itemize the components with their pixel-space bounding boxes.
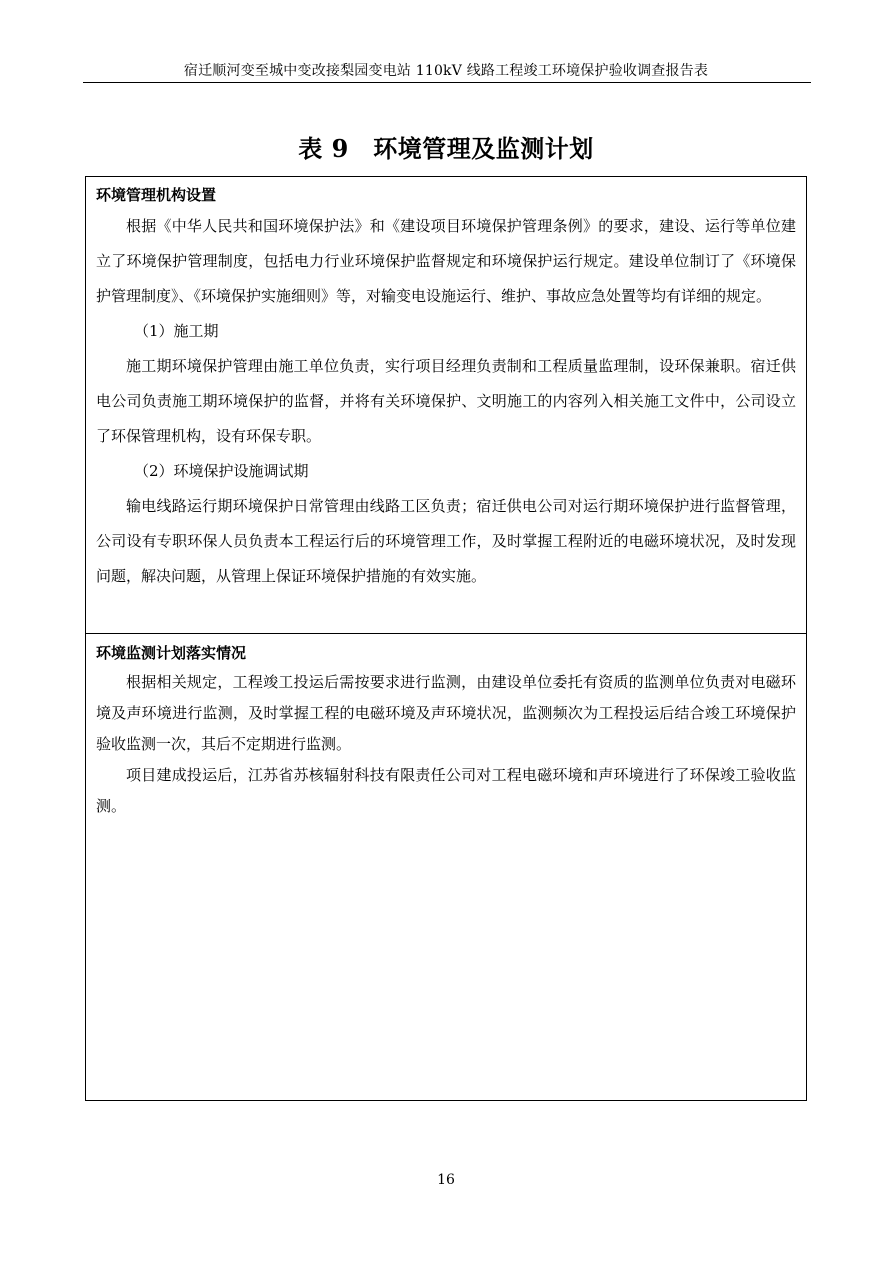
paragraph-commissioning-period: 输电线路运行期环境保护日常管理由线路工区负责；宿迁供电公司对运行期环境保护进行监督管理，公司设有专职环保人员负责本工程运行后的环境管理工作，及时掌握工程附近的电磁环境状况，及时发现问题，解决问题，从管理上保证环境保护措施的有效实施。 (96, 497, 796, 585)
subheading-commissioning-period: （2）环境保护设施调试期 (134, 462, 309, 480)
section-title-monitoring-plan: 环境监测计划落实情况 (96, 644, 247, 662)
running-header: 宿迁顺河变至城中变改接梨园变电站 110kV 线路工程竣工环境保护验收调查报告表 (183, 63, 709, 79)
paragraph-monitoring-1: 根据相关规定，工程竣工投运后需按要求进行监测，由建设单位委托有资质的监测单位负责对电磁环境及声环境进行监测，及时掌握工程的电磁环境及声环境状况，监测频次为工程投运后结合竣工环境保护验收监测一次，其后不定期进行监测。 (96, 673, 796, 753)
content-table (85, 176, 807, 1101)
section-monitoring-plan (86, 635, 806, 1100)
subheading-construction-period: （1）施工期 (134, 322, 219, 340)
section-title-env-management: 环境管理机构设置 (96, 186, 217, 204)
page-number: 16 (437, 1172, 455, 1188)
header-rule (83, 82, 811, 83)
paragraph-monitoring-2: 项目建成投运后，江苏省苏核辐射科技有限责任公司对工程电磁环境和声环境进行了环保竣工验收监测。 (96, 766, 796, 815)
section-divider (86, 633, 806, 634)
paragraph-construction-period: 施工期环境保护管理由施工单位负责，实行项目经理负责制和工程质量监理制，设环保兼职。宿迁供电公司负责施工期环境保护的监督，并将有关环境保护、文明施工的内容列入相关施工文件中，公司设立了环保管理机构，设有环保专职。 (96, 357, 796, 445)
page-title: 表 9 环境管理及监测计划 (298, 134, 594, 163)
section-env-management (86, 177, 806, 634)
paragraph-intro: 根据《中华人民共和国环境保护法》和《建设项目环境保护管理条例》的要求，建设、运行等单位建立了环境保护管理制度，包括电力行业环境保护监督规定和环境保护运行规定。建设单位制订了《环境保护管理制度》、《环境保护实施细则》等，对输变电设施运行、维护、事故应急处置等均有详细的规定。 (96, 217, 796, 305)
